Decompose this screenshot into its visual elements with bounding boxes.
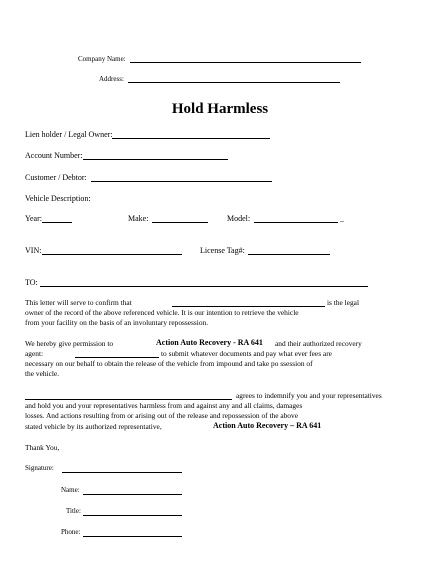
para2-line2-end: to submit whatever documents and pay what ever fees are <box>161 349 332 358</box>
vin-label: VIN: <box>25 246 42 255</box>
para1-line1-end: is the legal <box>327 298 360 307</box>
name-field[interactable] <box>83 494 182 495</box>
phone-field[interactable] <box>83 536 182 537</box>
license-tag-label: License Tag#: <box>200 246 245 255</box>
indemnifying-party-field[interactable] <box>25 399 232 400</box>
year-label: Year: <box>25 214 42 223</box>
vin-field[interactable] <box>42 254 182 255</box>
account-number-field[interactable] <box>83 159 228 160</box>
company-name-bold-1: Action Auto Recovery - RA 641 <box>156 338 263 347</box>
to-field[interactable] <box>40 286 368 287</box>
make-field[interactable] <box>152 222 208 223</box>
title-label: Title: <box>66 507 81 515</box>
para3-line3: losses. And actions resulting from or arising out of the release and repossession of the above <box>25 411 298 420</box>
company-name-field[interactable] <box>130 62 361 63</box>
name-label: Name: <box>61 486 80 494</box>
customer-debtor-label: Customer / Debtor: <box>25 173 87 182</box>
legal-owner-field[interactable] <box>172 306 325 307</box>
para2-line1-start: We hereby give permission to <box>25 339 114 348</box>
lienholder-field[interactable] <box>112 138 270 139</box>
title-field[interactable] <box>83 515 182 516</box>
model-field[interactable] <box>254 222 338 223</box>
document-title: Hold Harmless <box>171 101 269 117</box>
lienholder-label: Lien holder / Legal Owner: <box>25 130 113 139</box>
para2-line1-end: and their authorized recovery <box>275 339 362 348</box>
company-name-label: Company Name: <box>78 55 126 63</box>
closing-text: Thank You, <box>25 443 60 452</box>
para1-line3: from your facility on the basis of an involuntary repossession. <box>25 318 209 327</box>
customer-debtor-field[interactable] <box>91 181 272 182</box>
para2-line2-start: agent: <box>25 349 44 358</box>
para3-line1-end: agrees to indemnify you and your representatives <box>236 391 382 400</box>
address-field[interactable] <box>128 82 340 83</box>
model-label: Model: <box>227 214 251 223</box>
para2-line3: necessary on our behalf to obtain the release of the vehicle from impound and take po ssession of <box>25 359 313 368</box>
to-label: TO: <box>25 278 38 287</box>
vehicle-description-label: Vehicle Description: <box>25 194 91 203</box>
make-label: Make: <box>128 214 149 223</box>
phone-label: Phone: <box>61 528 81 536</box>
company-name-bold-2: Action Auto Recovery – RA 641 <box>213 421 322 430</box>
license-tag-field[interactable] <box>248 254 330 255</box>
para3-line4-start: stated vehicle by its authorized representative, <box>25 422 162 431</box>
para1-line2: owner of the record of the above referenced vehicle. It is our intention to retrieve the vehicle <box>25 308 299 317</box>
year-field[interactable] <box>42 222 72 223</box>
recovery-agent-field[interactable] <box>75 357 159 358</box>
para3-line2: and hold you and your representatives harmless from and against any and all claims, damages <box>25 401 303 410</box>
signature-field[interactable] <box>62 472 182 473</box>
signature-label: Signature: <box>25 464 54 472</box>
para2-line4: the vehicle. <box>25 369 60 378</box>
address-label: Address: <box>99 75 124 83</box>
account-number-label: Account Number: <box>25 151 83 160</box>
para1-line1-start: This letter will serve to confirm that <box>25 298 132 307</box>
model-suffix: _ <box>340 214 344 223</box>
